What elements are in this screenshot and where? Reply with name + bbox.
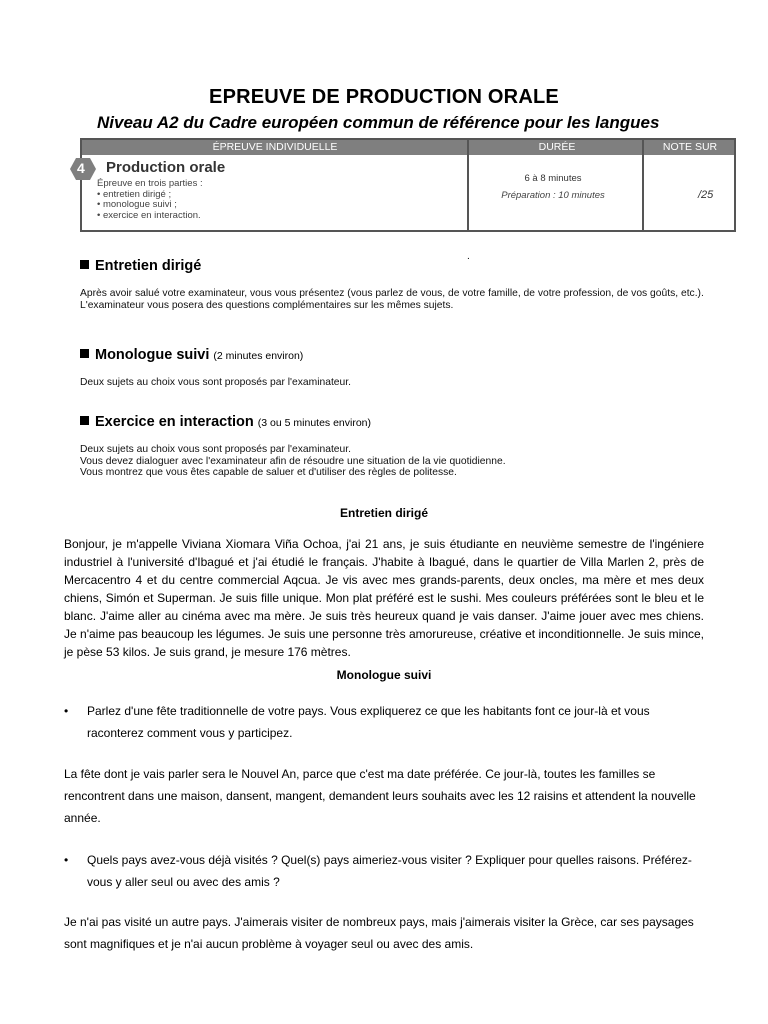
section-number: 4 bbox=[77, 160, 85, 176]
stray-dot: . bbox=[467, 251, 470, 262]
col-duree: DURÉE bbox=[538, 141, 576, 153]
section-text-entretien: Après avoir salué votre examinateur, vous vous présentez (vous parlez de vous, de votre famille, de votre profession, de vos goûts, etc.). L'examinateur vous posera des questions complémentaires sur les mêmes sujets. bbox=[80, 288, 704, 311]
question-text: Parlez d'une fête traditionnelle de votre pays. Vous expliquerez ce que les habitants font ce jour-là et vous raconterez comment vous y participez. bbox=[87, 704, 650, 740]
section-heading-entretien bbox=[80, 258, 201, 274]
page-title: EPREUVE DE PRODUCTION ORALE bbox=[209, 86, 559, 108]
desc-line: • monologue suivi ; bbox=[97, 199, 177, 210]
table-divider bbox=[467, 140, 469, 230]
answer-text: Je n'ai pas visité un autre pays. J'aimerais visiter de nombreux pays, mais j'aimerais visiter la Grèce, car ses paysages sont magnifiques et je n'ai aucun problème à voyager seul ou avec des amis. bbox=[64, 915, 694, 951]
text-line: Vous devez dialoguer avec l'examinateur afin de résoudre une situation de la vie quotidienne. bbox=[80, 455, 506, 467]
production-orale-title: Production orale bbox=[106, 159, 226, 176]
col-note: NOTE SUR bbox=[662, 141, 718, 153]
question-item bbox=[64, 700, 704, 744]
answer-entretien-text: Bonjour, je m'appelle Viviana Xiomara Viña Ochoa, j'ai 21 ans, je suis étudiante en neuvième semestre de l'ingéniere industriel à l'université d'Ibagué et j'ai étudié le français. J'habite à Ibagué, dans le quartier de Villa Marlen 2, près de Mercacentro 4 et du centre commercial Aqcua. Je vis avec mes grands-parents, deux oncles, ma mère et mes deux chiens, Simón et Superman. Je suis fille unique. Mon plat préféré est le sushi. Mes couleurs préférées sont le bleu et le blanc. J'aime aller au cinéma avec ma mère. Je suis très heureux quand je vais danser. J'aime jouer avec mes chiens. Je n'aime pas beaucoup les légumes. Je suis une personne très amorureuse, créative et inconditionnelle. Je suis mince, je pèse 53 kilos. Je suis grand, je mesure 176 mètres. bbox=[64, 537, 704, 659]
preparation-value: Préparation : 10 minutes bbox=[501, 190, 605, 201]
question-text: Quels pays avez-vous déjà visités ? Quel(s) pays aimeriez-vous visiter ? Expliquer pour quelles raisons. Préférez-vous y aller seul ou avec des amis ? bbox=[87, 853, 692, 889]
section-subtitle: (2 minutes environ) bbox=[213, 350, 304, 362]
page-subtitle: Niveau A2 du Cadre européen commun de référence pour les langues bbox=[97, 113, 660, 132]
col-epreuve: ÉPREUVE INDIVIDUELLE bbox=[212, 141, 338, 153]
answer-text: La fête dont je vais parler sera le Nouvel An, parce que c'est ma date préférée. Ce jour-là, toutes les familles se rencontrent dans une maison, dansent, mangent, demandent leurs souhaits avec les 12 raisins et attendent la nouvelle année. bbox=[64, 767, 696, 825]
desc-line: Épreuve en trois parties : bbox=[97, 178, 203, 189]
note-value: /25 bbox=[698, 189, 714, 201]
section-heading-monologue bbox=[80, 347, 303, 363]
section-title: Monologue suivi bbox=[95, 347, 210, 363]
square-bullet-icon bbox=[80, 349, 89, 358]
text-line: Vous montrez que vous êtes capable de saluer et d'utiliser des règles de politesse. bbox=[80, 467, 457, 478]
section-text-interaction bbox=[80, 444, 720, 479]
desc-line: • entretien dirigé ; bbox=[97, 188, 172, 200]
desc-line: • exercice en interaction. bbox=[97, 209, 201, 221]
section-title: Exercice en interaction bbox=[95, 414, 254, 430]
square-bullet-icon bbox=[80, 416, 89, 425]
section-subtitle: (3 ou 5 minutes environ) bbox=[257, 417, 372, 429]
section-title: Entretien dirigé bbox=[95, 258, 202, 274]
question-item bbox=[64, 849, 704, 893]
table-divider bbox=[642, 140, 644, 230]
section-heading-interaction bbox=[80, 414, 371, 430]
section-text-monologue: Deux sujets au choix vous sont proposés par l'examinateur. bbox=[80, 377, 351, 388]
answer-heading-monologue: Monologue suivi bbox=[336, 668, 432, 682]
bullet-icon: • bbox=[64, 704, 69, 718]
answer-heading-entretien: Entretien dirigé bbox=[339, 506, 428, 520]
production-orale-desc bbox=[97, 179, 203, 221]
bullet-icon: • bbox=[64, 853, 69, 867]
exam-table-header bbox=[82, 140, 734, 155]
square-bullet-icon bbox=[80, 260, 89, 269]
duree-value: 6 à 8 minutes bbox=[524, 173, 582, 184]
text-line: Deux sujets au choix vous sont proposés par l'examinateur. bbox=[80, 444, 351, 455]
